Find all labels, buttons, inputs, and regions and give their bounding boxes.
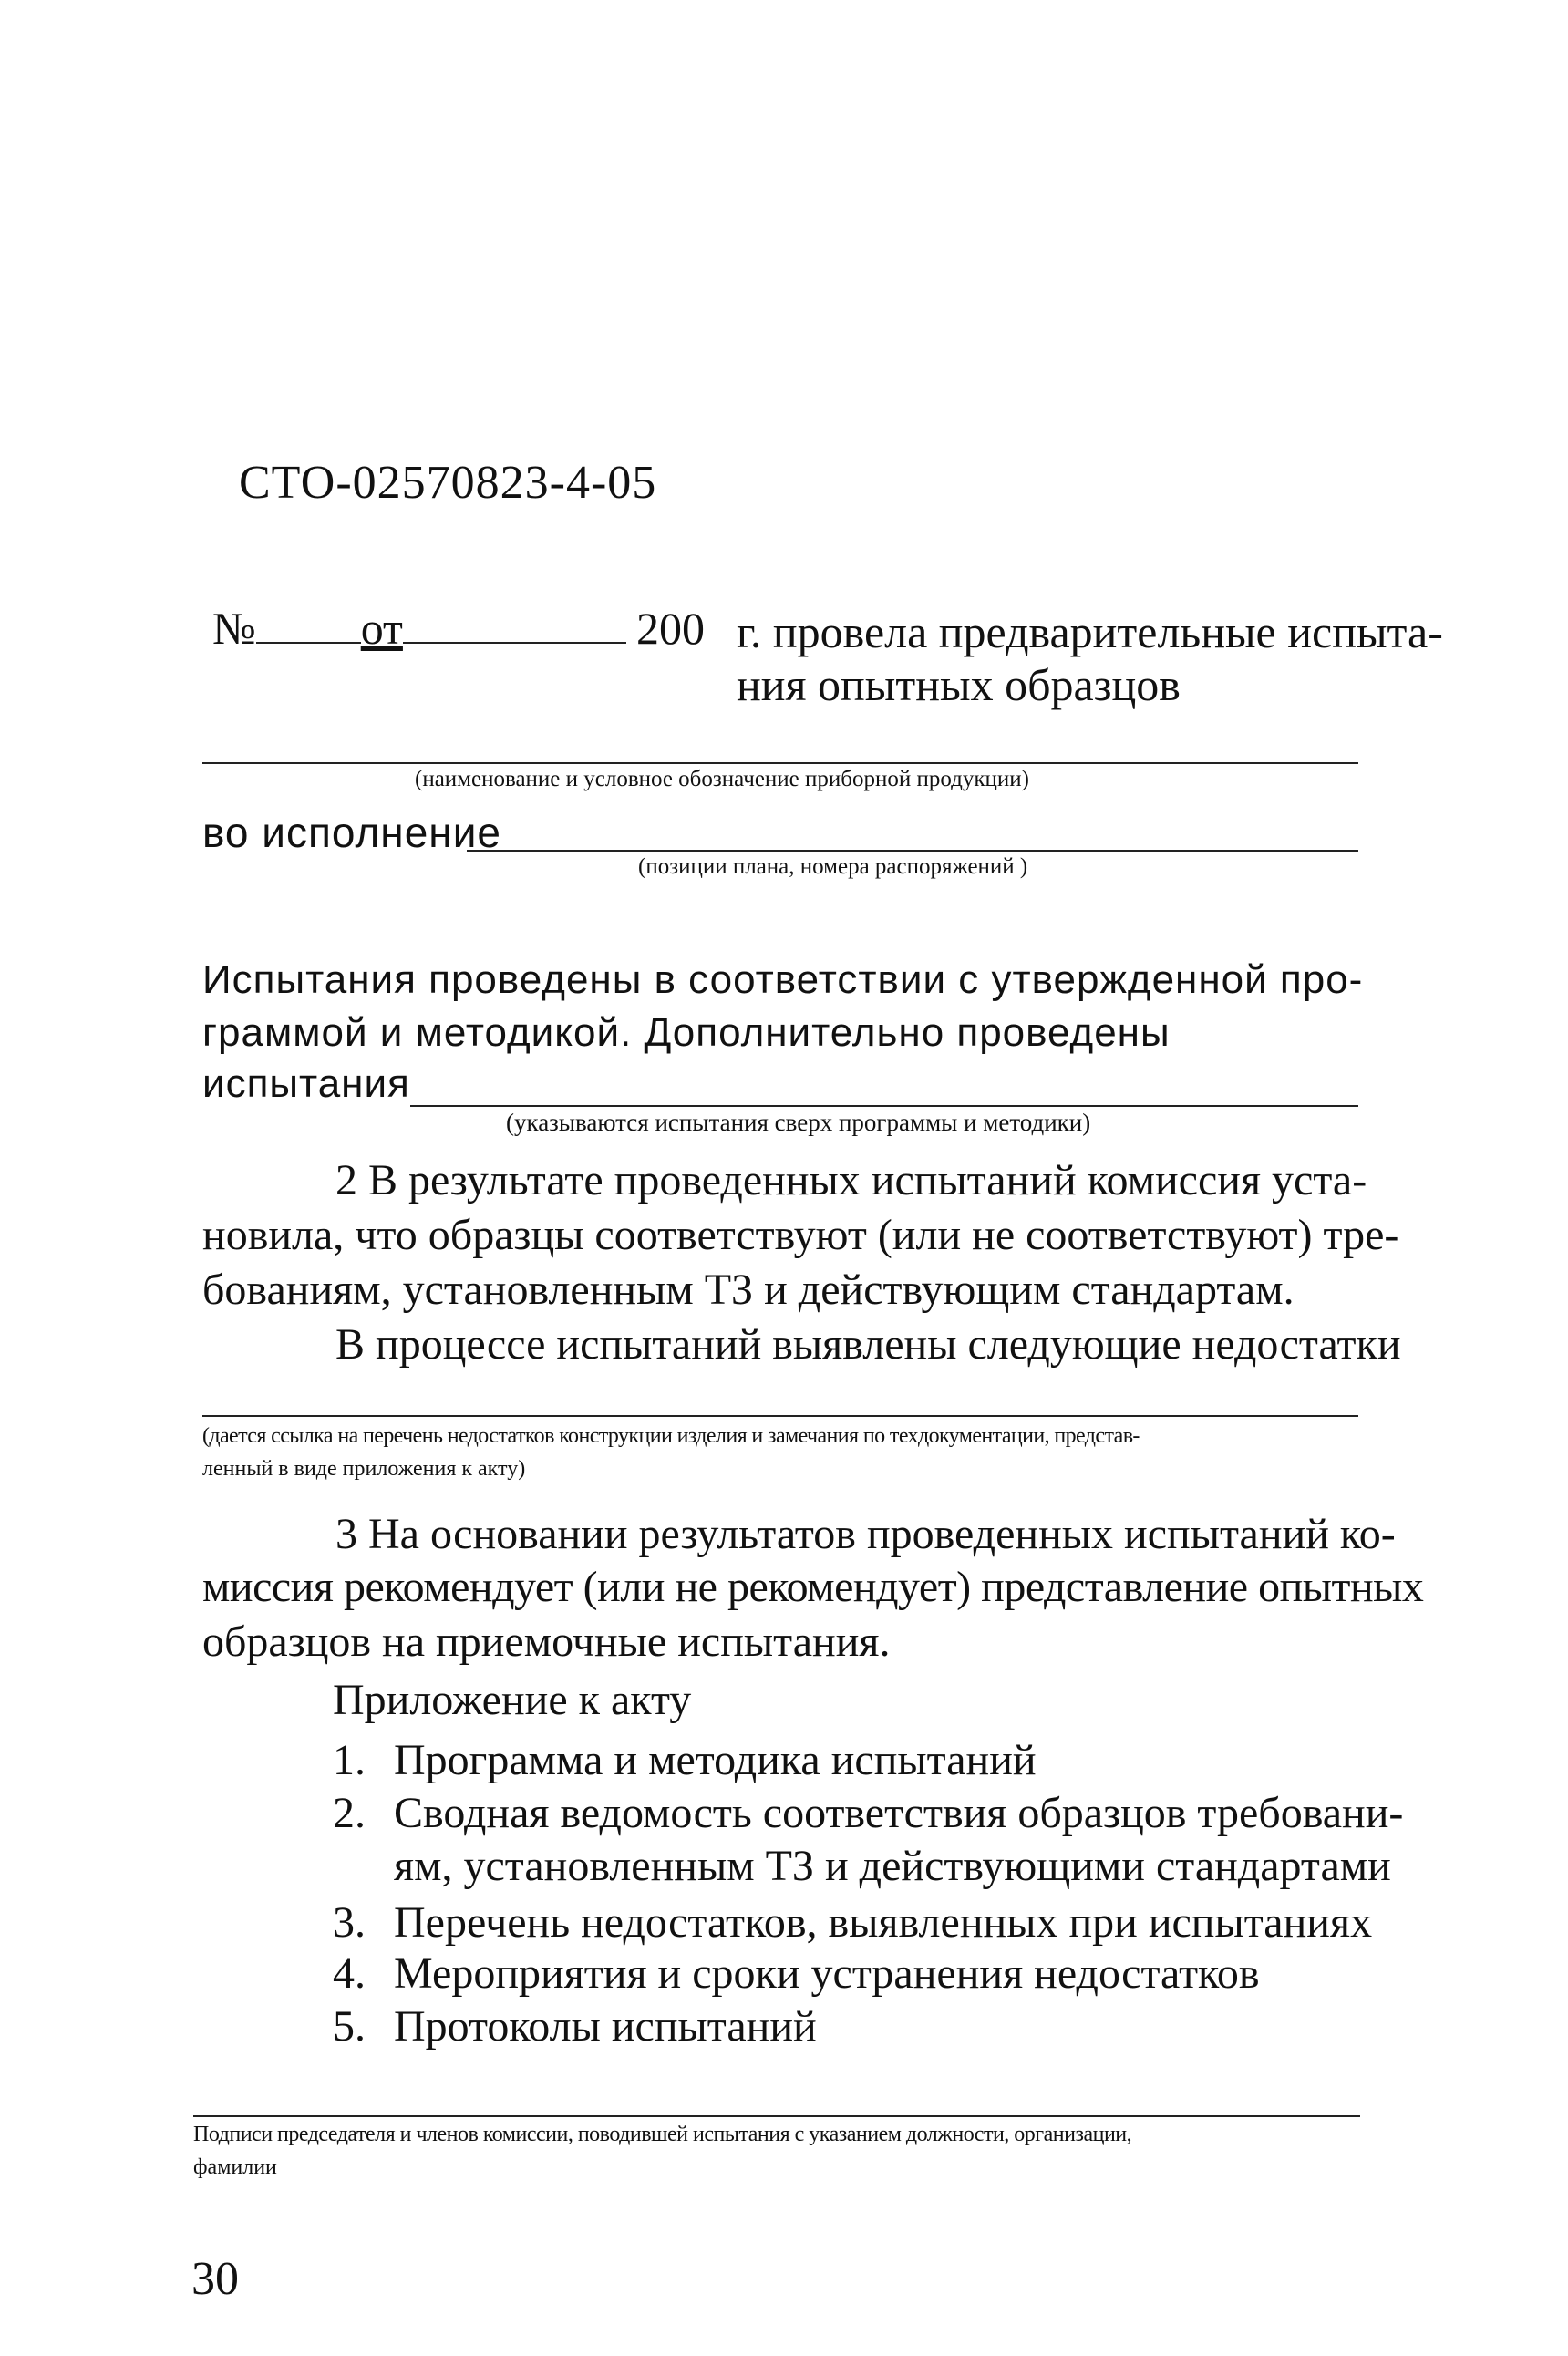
- tests-extra-line: [410, 1105, 1358, 1107]
- signatures-caption-line2: фамилии: [193, 2155, 277, 2179]
- appendix-item-1: Программа и методика испытаний: [394, 1736, 1037, 1784]
- intro-line1: г. провела предварительные испыта-: [737, 606, 1443, 657]
- tests-caption: (указываются испытания сверх программы и методики): [506, 1109, 1091, 1136]
- section2-line4: В процессе испытаний выявлены следующие недостатки: [335, 1320, 1401, 1369]
- plan-caption: (позиции плана, номера распоряжений ): [638, 854, 1028, 879]
- appendix-title: Приложение к акту: [333, 1676, 692, 1724]
- defects-caption-line2: ленный в виде приложения к акту): [202, 1457, 526, 1481]
- appendix-item-2: Сводная ведомость соответствия образцов требовани-: [394, 1789, 1404, 1837]
- tests-line3: испытания: [202, 1061, 410, 1106]
- execution-line: [467, 850, 1358, 852]
- section3-line3: образцов на приемочные испытания.: [202, 1617, 891, 1666]
- product-caption: (наименование и условное обозначение приборной продукции): [415, 767, 1029, 791]
- section2-line2: новила, что образцы соответствуют (или не соответствуют) тре-: [202, 1211, 1399, 1259]
- appendix-item-num-5: 5.: [333, 2002, 366, 2051]
- signatures-caption-line1: Подписи председателя и членов комиссии, поводившей испытания с указанием должности, организации,: [193, 2123, 1132, 2146]
- appendix-item-5: Протоколы испытаний: [394, 2002, 817, 2051]
- appendix-item-2-cont: ям, установленным ТЗ и действующими стандартами: [394, 1842, 1391, 1890]
- appendix-item-num-2: 2.: [333, 1789, 366, 1837]
- date-blank: [403, 605, 626, 644]
- appendix-item-num-4: 4.: [333, 1949, 366, 1998]
- section2-line3: бованиям, установленным ТЗ и действующим стандартам.: [202, 1266, 1295, 1314]
- defects-line: [202, 1415, 1358, 1417]
- ot-label: от: [360, 603, 403, 654]
- page-number: 30: [191, 2253, 239, 2305]
- appendix-item-num-1: 1.: [333, 1736, 366, 1784]
- product-line: [202, 762, 1358, 764]
- section3-line2: миссия рекомендует (или не рекомендует) представление опытных: [202, 1563, 1424, 1611]
- execution-label: во исполнение: [202, 809, 501, 856]
- tests-line1: Испытания проведены в соответствии с утвержденной про-: [202, 957, 1364, 1002]
- document-code: СТО-02570823-4-05: [239, 457, 657, 509]
- appendix-item-4: Мероприятия и сроки устранения недостатков: [394, 1949, 1260, 1998]
- defects-caption-line1: (дается ссылка на перечень недостатков конструкции изделия и замечания по техдокументации, представ-: [202, 1424, 1140, 1448]
- tests-line2: граммой и методикой. Дополнительно проведены: [202, 1010, 1171, 1055]
- number-sign: №: [212, 603, 256, 654]
- signatures-line: [193, 2115, 1360, 2117]
- year-label: 200: [636, 603, 705, 654]
- section3-line1: 3 На основании результатов проведенных испытаний ко-: [335, 1510, 1396, 1558]
- appendix-item-3: Перечень недостатков, выявленных при испытаниях: [394, 1898, 1373, 1947]
- intro-number-line: [212, 602, 626, 655]
- section2-line1: 2 В результате проведенных испытаний комиссия уста-: [335, 1156, 1367, 1204]
- appendix-item-num-3: 3.: [333, 1898, 366, 1947]
- intro-line2: ния опытных образцов: [737, 659, 1181, 710]
- number-blank: [256, 605, 361, 644]
